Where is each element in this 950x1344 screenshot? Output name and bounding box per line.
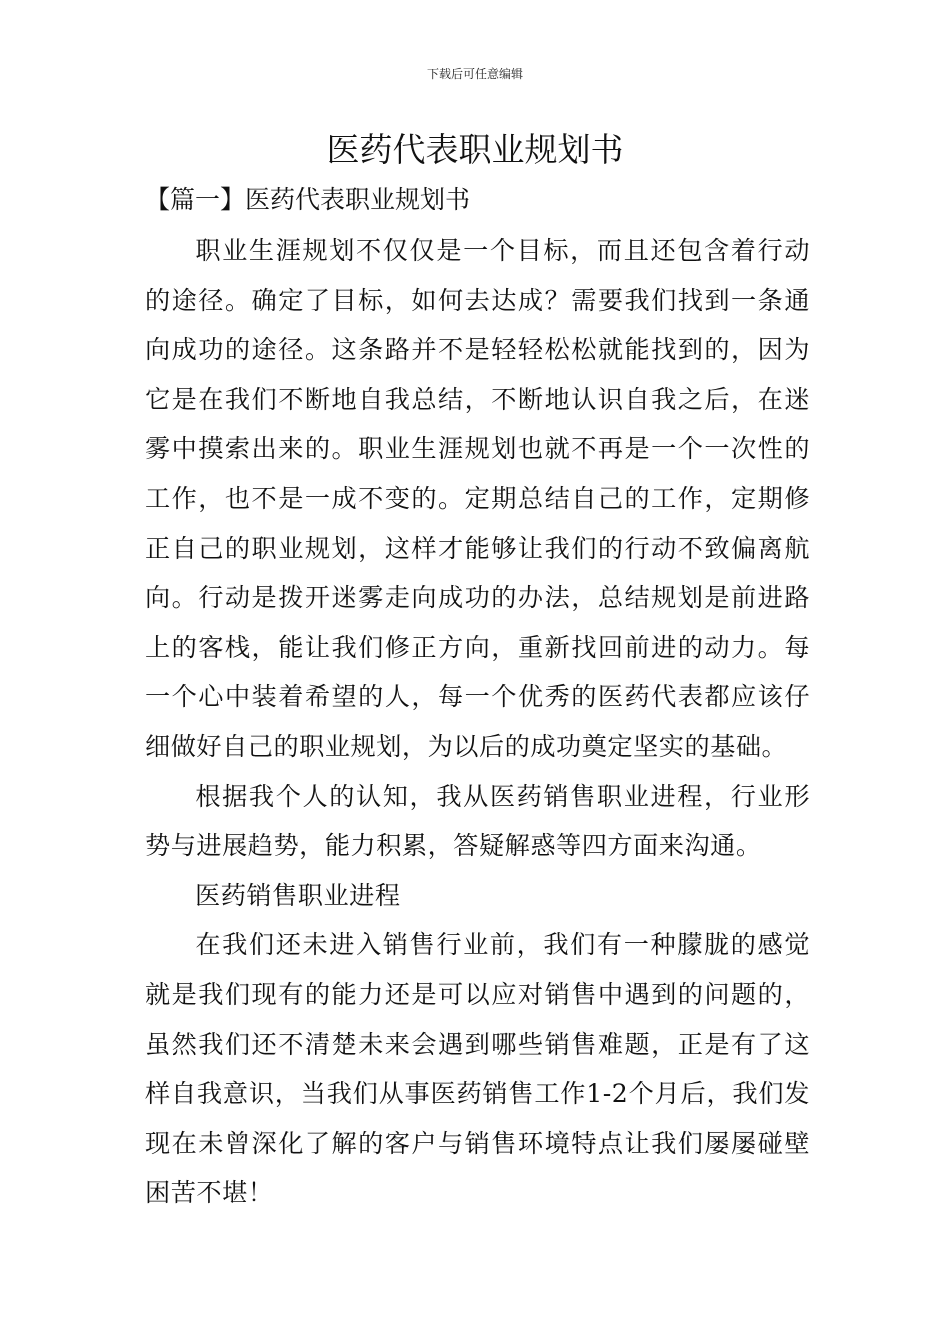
section-heading: 【篇一】医药代表职业规划书 [145,185,471,214]
paragraph-intro: 职业生涯规划不仅仅是一个目标，而且还包含着行动的途径。确定了目标，如何去达成？需要我们找到一条通向成功的途径。这条路并不是轻轻松松就能找到的，因为它是在我们不断地自我总结，不断地认识自我之后，在迷雾中摸索出来的。职业生涯规划也就不再是一个一次性的工作，也不是一成不变的。定期总结自己的工作，定期修正自己的职业规划，这样才能够让我们的行动不致偏离航向。行动是拨开迷雾走向成功的办法，总结规划是前进路上的客栈，能让我们修正方向，重新找回前进的动力。每一个心中装着希望的人，每一个优秀的医药代表都应该仔细做好自己的职业规划，为以后的成功奠定坚实的基础。 [145,236,810,761]
document-title: 医药代表职业规划书 [326,130,624,169]
document-body [145,226,810,1218]
paragraph-overview: 根据我个人的认知，我从医药销售职业进程，行业形势与进展趋势，能力积累，答疑解惑等四方面来沟通。 [145,781,810,861]
subsection-heading: 医药销售职业进程 [195,880,401,910]
page-header-note: 下载后可任意编辑 [426,67,523,81]
paragraph-sales-career: 在我们还未进入销售行业前，我们有一种朦胧的感觉就是我们现有的能力还是可以应对销售中遇到的问题的，虽然我们还不清楚未来会遇到哪些销售难题，正是有了这样自我意识，当我们从事医药销售工作1-2个月后，我们发现在未曾深化了解的客户与销售环境特点让我们屡屡碰壁困苦不堪！ [145,930,810,1208]
